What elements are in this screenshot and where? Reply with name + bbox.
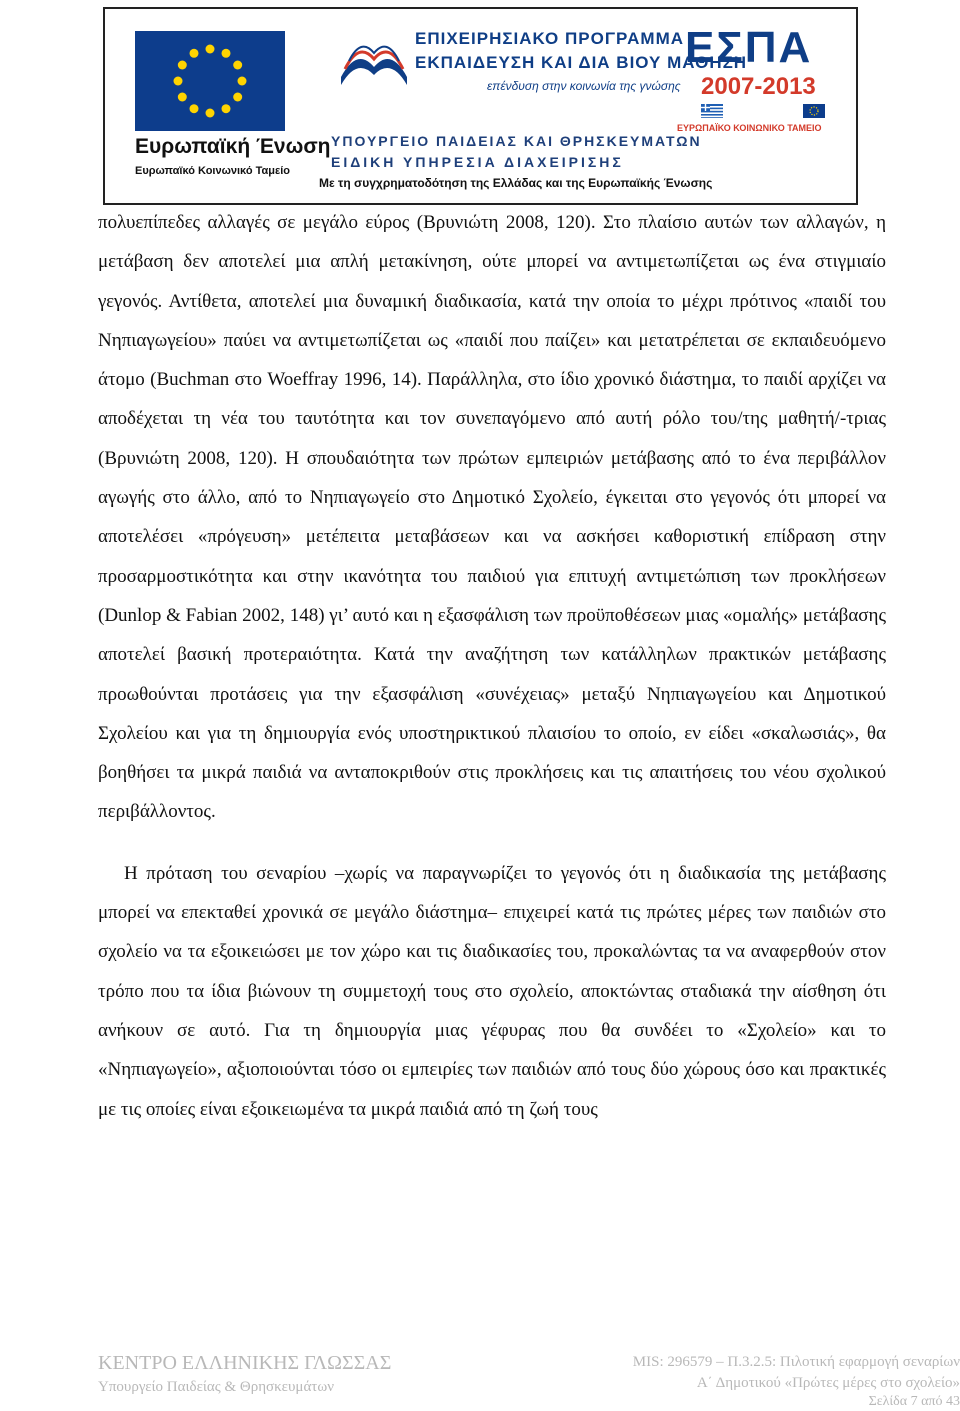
cofunding-line: Με τη συγχρηματοδότηση της Ελλάδας και της Ευρωπαϊκής Ένωσης (319, 176, 713, 190)
program-book-icon (337, 27, 411, 93)
program-logo-block (337, 23, 748, 121)
espa-fund: ΕΥΡΩΠΑΪΚΟ ΚΟΙΝΩΝΙΚΟ ΤΑΜΕΙΟ (677, 123, 822, 133)
footer-ministry: Υπουργείο Παιδείας & Θρησκευμάτων (98, 1379, 334, 1395)
program-slogan: επένδυση στην κοινωνία της γνώσης (487, 79, 681, 93)
espa-years: 2007-2013 (701, 73, 816, 100)
footer-project: MIS: 296579 – Π.3.2.5: Πιλοτική εφαρμογή σεναρίων (632, 1354, 960, 1370)
document-body (98, 203, 886, 1129)
espa-title: ΕΣΠΑ (685, 23, 813, 72)
program-title-line1: ΕΠΙΧΕΙΡΗΣΙΑΚΟ ΠΡΟΓΡΑΜΜΑ (415, 29, 685, 48)
footer-page-number: Σελίδα 7 από 43 (868, 1394, 960, 1409)
eu-logo-block (131, 31, 331, 191)
program-title-line2: ΕΚΠΑΙΔΕΥΣΗ ΚΑΙ ΔΙΑ ΒΙΟΥ ΜΑΘΗΣΗ (415, 53, 748, 72)
paragraph-gap (98, 832, 886, 854)
header-banner (103, 7, 858, 205)
eu-title: Ευρωπαϊκή Ένωση (135, 135, 331, 158)
espa-logo-block (677, 21, 855, 131)
eu-subtitle: Ευρωπαϊκό Κοινωνικό Ταμείο (135, 165, 290, 177)
special-service-line: ΕΙΔΙΚΗ ΥΠΗΡΕΣΙΑ ΔΙΑΧΕΙΡΙΣΗΣ (331, 154, 624, 170)
flags-icon (701, 104, 825, 118)
eu-flag-icon (135, 31, 285, 131)
paragraph-1: πολυεπίπεδες αλλαγές σε μεγάλο εύρος (Βρυνιώτη 2008, 120). Στο πλαίσιο αυτών των αλλαγών, η μετάβαση δεν αποτελεί μια απλή μετακίνηση, ούτε μπορεί να αντιμετωπίζεται ως ένα στιγμιαίο γεγονός. Αντίθετα, αποτελεί μια δυναμική διαδικασία, κατά την οποία το μέχρι πρότινος «παιδί του Νηπιαγωγείου» παύει να αντιμετωπίζεται ως «παιδί που παίζει» και μετατρέπεται σε εκπαιδευόμενο άτομο (Buchman στο Woeffray 1996, 14). Παράλληλα, στο ίδιο χρονικό διάστημα, το παιδί αρχίζει να αποδέχεται τη νέα του ταυτότητα και τον συνεπαγόμενο από αυτή ρόλο του/της μαθητή/-τριας (Βρυνιώτη 2008, 120). Η σπουδαιότητα των πρώτων εμπειριών μετάβασης από το ένα περιβάλλον αγωγής στο άλλο, από το Νηπιαγωγείο στο Δημοτικό Σχολείο, έγκειται στο γεγονός ότι μπορεί να αποτελέσει «πρόγευση» μετέπειτα μεταβάσεων και να ασκήσει καθοριστική επίδραση στην προσαρμοστικότητα και στην ικανότητα του παιδιού για επιτυχή αντιμετώπιση των προκλήσεων (Dunlop & Fabian 2002, 148) γι’ αυτό και η εξασφάλιση των προϋποθέσεων μιας «ομαλής» μετάβασης αποτελεί βασική προτεραιότητα. Κατά την αναζήτηση των κατάλληλων πρακτικών μετάβασης προωθούνται προτάσεις για την εξασφάλιση «συνέχειας» μεταξύ Νηπιαγωγείου και Δημοτικού Σχολείου και για τη δημιουργία ενός υποστηρικτικού πλαισίου το οποίο, εν είδει «σκαλωσιάς», θα βοηθήσει τα μικρά παιδιά να ανταποκριθούν στις προκλήσεις και τις απαιτήσεις του νέου σχολικού περιβάλλοντος. (98, 212, 886, 823)
ministry-line: ΥΠΟΥΡΓΕΙΟ ΠΑΙΔΕΙΑΣ ΚΑΙ ΘΡΗΣΚΕΥΜΑΤΩΝ (331, 133, 702, 149)
footer-scenario: Α΄ Δημοτικού «Πρώτες μέρες στο σχολείο» (696, 1375, 960, 1391)
paragraph-2: Η πρόταση του σεναρίου –χωρίς να παραγνωρίζει το γεγονός ότι η διαδικασία της μετάβασης μπορεί να επεκταθεί χρονικά σε μεγάλο διάστημα– επιχειρεί κατά τις πρώτες μέρες των παιδιών στο σχολείο να τα εξοικειώσει με τον χώρο και τις διαδικασίες του, προκαλώντας τα να αναφερθούν στον τρόπο που τα ίδια βιώνουν τη συμμετοχή τους στο σχολείο, αποκτώντας σταδιακά την αίσθηση ότι ανήκουν σε αυτό. Για τη δημιουργία μιας γέφυρας που θα συνδέει το «Σχολείο» και το «Νηπιαγωγείο», αξιοποιούνται τόσο οι εμπειρίες των παιδιών από τους δύο χώρους όσο και πρακτικές με τις οποίες είναι εξοικειωμένα τα μικρά παιδιά από τη ζωή τους (98, 862, 886, 1120)
footer-org-name: ΚΕΝΤΡΟ ΕΛΛΗΝΙΚΗΣ ΓΛΩΣΣΑΣ (98, 1352, 392, 1374)
